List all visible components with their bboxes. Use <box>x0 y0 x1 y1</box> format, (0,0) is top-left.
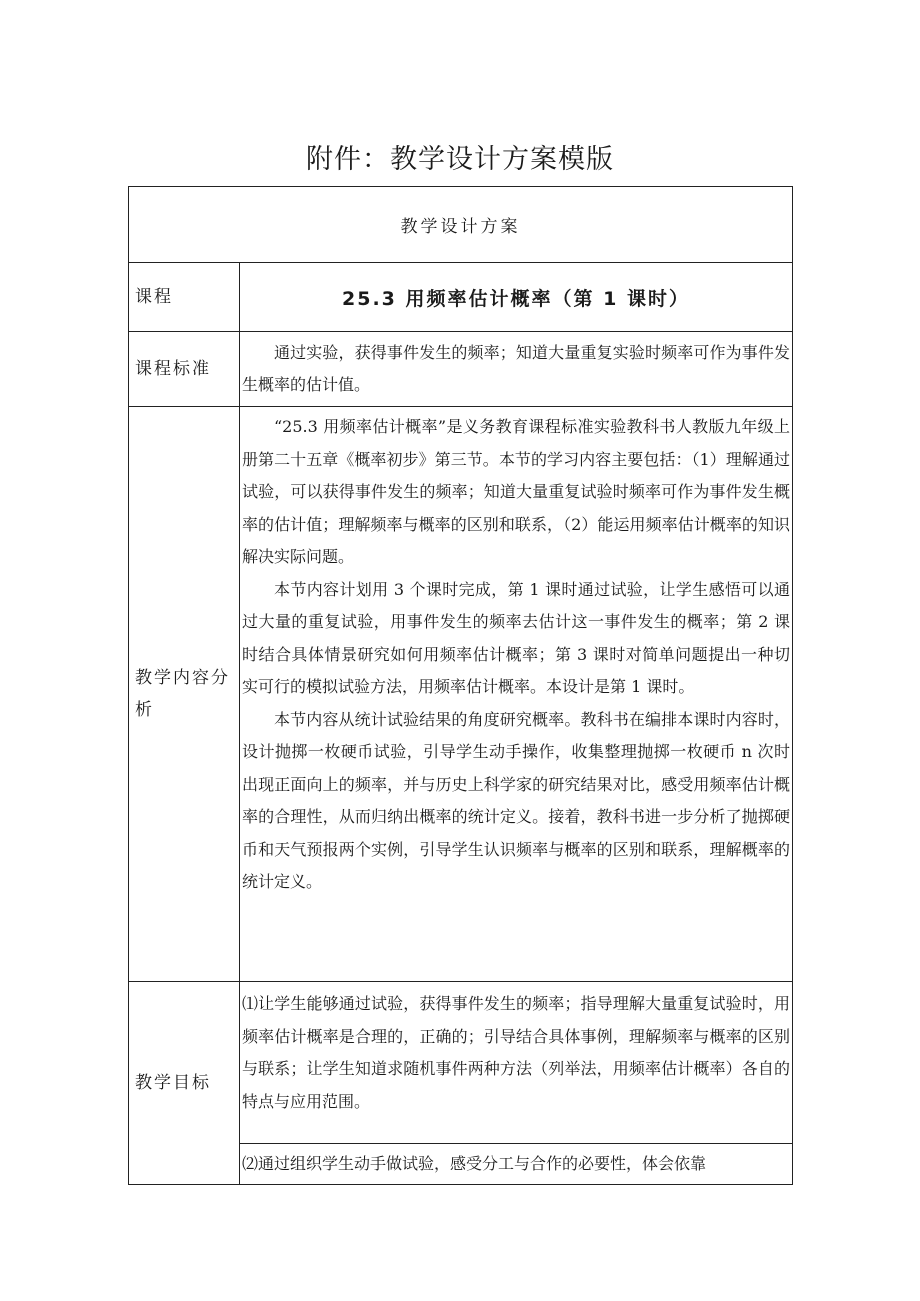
page-title: 附件：教学设计方案模版 <box>306 144 614 175</box>
analysis-paragraph: 本节内容从统计试验结果的角度研究概率。教科书在编排本课时内容时，设计抛掷一枚硬币试验，引导学生动手操作，收集整理抛掷一枚硬币 n 次时出现正面向上的频率，并与历史上科学家的研究结果对比，感受用频率估计概率的合理性，从而归纳出概率的统计定义。接着，教科书进一步分析了抛掷硬币和天气预报两个实例，引导学生认识频率与概率的区别和联系，理解概率的统计定义。 <box>242 709 790 891</box>
goals-row <box>129 982 793 1144</box>
goals-label: 教学目标 <box>129 982 240 1185</box>
course-label: 课程 <box>129 263 240 332</box>
course-row <box>129 263 793 332</box>
standard-label: 课程标准 <box>129 332 240 407</box>
analysis-paragraph: 本节内容计划用 3 个课时完成，第 1 课时通过试验，让学生感悟可以通过大量的重复试验，用事件发生的频率去估计这一事件发生的概率；第 2 课时结合具体情景研究如何用频率估计概率；第 3 课时对简单问题提出一种切实可行的模拟试验方法，用频率估计概率。本设计是第 1 课时。 <box>242 579 790 696</box>
standard-cell <box>240 332 793 407</box>
analysis-label: 教学内容分析 <box>129 407 240 982</box>
analysis-cell <box>240 407 793 982</box>
goal-item: ⑵通过组织学生动手做试验，感受分工与合作的必要性，体会依靠 <box>242 1153 707 1173</box>
standard-row <box>129 332 793 407</box>
table-header: 教学设计方案 <box>129 187 793 263</box>
goal-cell <box>240 982 793 1144</box>
standard-text: 通过实验，获得事件发生的频率；知道大量重复实验时频率可作为事件发生概率的估计值。 <box>242 342 790 394</box>
analysis-row <box>129 407 793 982</box>
course-title: 25.3 用频率估计概率（第 1 课时） <box>240 263 793 332</box>
teaching-plan-table <box>128 186 793 1185</box>
analysis-paragraph: “25.3 用频率估计概率”是义务教育课程标准实验教科书人教版九年级上册第二十五章《概率初步》第三节。本节的学习内容主要包括：（1）理解通过试验，可以获得事件发生的频率；知道大量重复试验时频率可作为事件发生概率的估计值；理解频率与概率的区别和联系，（2）能运用频率估计概率的知识解决实际问题。 <box>242 417 790 566</box>
table-header-row <box>129 187 793 263</box>
goal-item: ⑴让学生能够通过试验，获得事件发生的频率；指导理解大量重复试验时，用频率估计概率是合理的，正确的；引导结合具体事例，理解频率与概率的区别与联系；让学生知道求随机事件两种方法（列举法，用频率估计概率）各自的特点与应用范围。 <box>242 994 790 1111</box>
goal-cell <box>240 1144 793 1185</box>
